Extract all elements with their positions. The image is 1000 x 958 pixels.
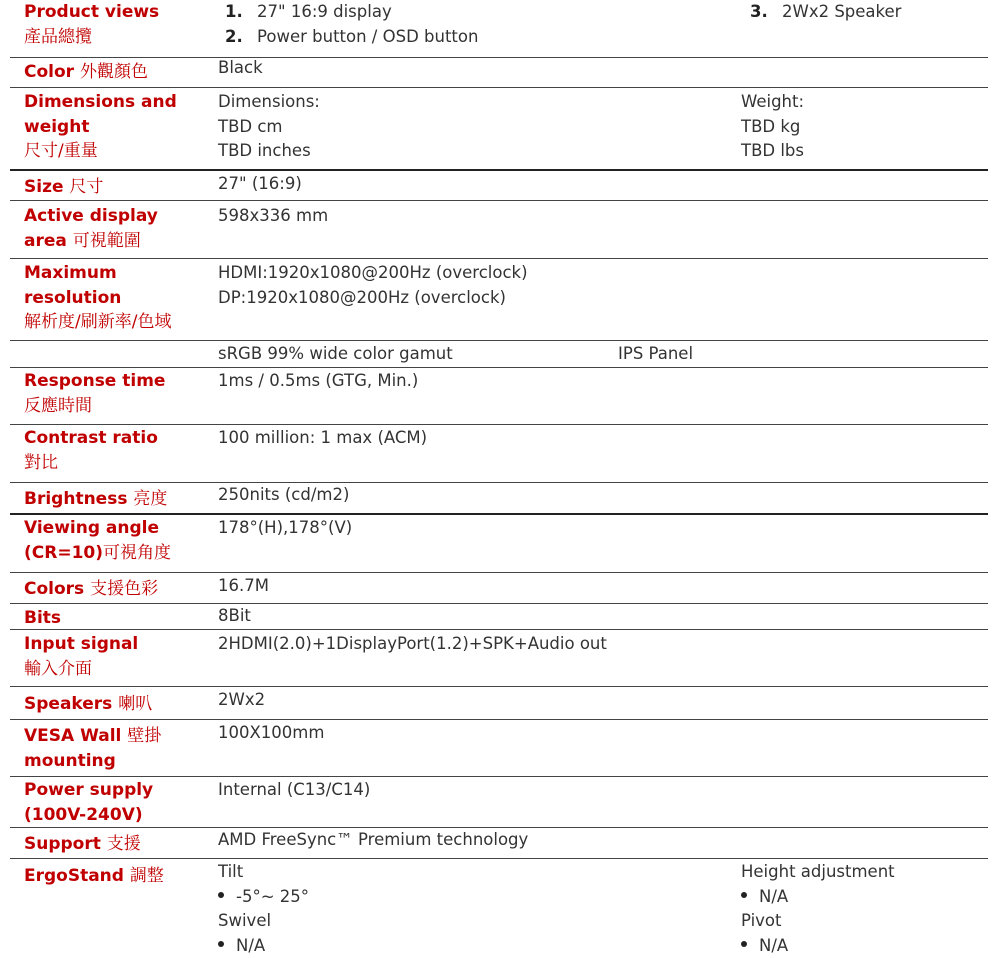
response-time-value: 1ms / 0.5ms (GTG, Min.): [218, 371, 419, 390]
dimensions-label-line2: weight: [24, 116, 90, 137]
height-value-row: [741, 885, 895, 910]
max-resolution-label-cjk: 解析度/刷新率/色域: [24, 312, 172, 332]
power-supply-label-en: Power supply: [24, 780, 154, 800]
color-value: Black: [218, 58, 263, 77]
divider: [10, 719, 988, 720]
viewing-angle-value: 178°(H),178°(V): [218, 518, 353, 537]
color-label-en: Color: [24, 62, 75, 82]
contrast-label-en: Contrast ratio: [24, 428, 158, 448]
tilt-value-row: [218, 885, 309, 910]
product-views-label-en: Product views: [24, 2, 160, 22]
swivel-value: N/A: [236, 935, 266, 955]
ergostand-label-en: ErgoStand: [24, 866, 124, 886]
contrast-label-cjk: 對比: [24, 452, 58, 473]
power-supply-label: [24, 778, 153, 827]
color-label-cjk: 外觀顏色: [79, 62, 148, 82]
support-label-en: Support: [24, 834, 101, 854]
bits-value: 8Bit: [218, 606, 251, 625]
product-view-item-2: [225, 25, 478, 50]
dimensions-label: [24, 90, 177, 164]
support-label-cjk: 支援: [106, 834, 141, 854]
dp-resolution: DP:1920x1080@200Hz (overclock): [218, 287, 506, 307]
tilt-title: Tilt: [218, 862, 244, 881]
size-label-en: Size: [24, 177, 64, 197]
active-area-label: [24, 204, 158, 253]
max-resolution-values: [218, 261, 528, 310]
weight-lbs: TBD lbs: [741, 141, 805, 160]
bullet-icon: [741, 941, 747, 947]
dimensions-cm: TBD cm: [218, 116, 283, 136]
viewing-angle-label-cjk: 可視角度: [103, 542, 172, 563]
pivot-value: N/A: [759, 935, 789, 955]
viewing-angle-label-en: Viewing angle: [24, 518, 160, 538]
ergostand-label: [24, 864, 164, 889]
contrast-label: [24, 426, 158, 475]
vesa-label-en: VESA Wall: [24, 726, 122, 746]
item-number: 3.: [750, 2, 768, 21]
swivel-value-row: [218, 934, 309, 958]
swivel-title: Swivel: [218, 911, 272, 930]
brightness-label-en: Brightness: [24, 489, 128, 509]
divider: [10, 686, 988, 687]
tilt-value: -5°~ 25°: [236, 886, 310, 906]
divider: [10, 572, 988, 573]
response-time-label-cjk: 反應時間: [24, 395, 92, 416]
divider: [10, 57, 988, 58]
size-label: [24, 175, 103, 200]
divider: [10, 482, 988, 483]
hdmi-resolution: HDMI:1920x1080@200Hz (overclock): [218, 263, 528, 282]
bullet-icon: [741, 892, 747, 898]
pivot-title: Pivot: [741, 911, 782, 930]
response-time-label-en: Response time: [24, 371, 166, 391]
weight-kg: TBD kg: [741, 116, 801, 136]
response-time-label: [24, 369, 165, 418]
brightness-label: [24, 487, 167, 512]
divider: [10, 776, 988, 777]
viewing-angle-label-cr: (CR=10): [24, 542, 104, 563]
vesa-value: 100X100mm: [218, 723, 325, 742]
divider: [10, 87, 988, 88]
ergostand-label-cjk: 調整: [129, 866, 164, 886]
active-area-label-line1: Active display: [24, 206, 158, 226]
colors-label-cjk: 支援色彩: [90, 579, 159, 599]
colors-label-en: Colors: [24, 579, 85, 599]
product-view-item-3: [750, 0, 901, 25]
panel-type-value: IPS Panel: [618, 344, 694, 363]
ergostand-height-pivot: [741, 860, 895, 958]
divider: [10, 200, 988, 201]
divider: [10, 603, 988, 604]
brightness-label-cjk: 亮度: [133, 489, 168, 509]
dimensions-values: [218, 90, 320, 164]
input-signal-label-en: Input signal: [24, 634, 139, 654]
bits-label: Bits: [24, 608, 62, 628]
active-area-value: 598x336 mm: [218, 206, 329, 225]
size-label-cjk: 尺寸: [69, 177, 104, 197]
product-views-label-cjk: 產品總攬: [24, 26, 92, 47]
vesa-label: [24, 724, 161, 773]
divider: [10, 513, 988, 515]
colors-value: 16.7M: [218, 576, 269, 595]
input-signal-value: 2HDMI(2.0)+1DisplayPort(1.2)+SPK+Audio out: [218, 634, 607, 653]
brightness-value: 250nits (cd/m2): [218, 485, 350, 504]
item-text: Power button / OSD button: [257, 26, 479, 46]
vesa-label-cjk: 壁掛: [127, 726, 162, 746]
pivot-value-row: [741, 934, 895, 958]
power-supply-value: Internal (C13/C14): [218, 780, 371, 799]
bullet-icon: [218, 892, 224, 898]
viewing-angle-label: [24, 516, 171, 565]
input-signal-label-cjk: 輸入介面: [24, 658, 92, 679]
colors-label: [24, 577, 158, 602]
max-resolution-label-line2: resolution: [24, 287, 122, 308]
contrast-value: 100 million: 1 max (ACM): [218, 428, 428, 447]
speakers-label-en: Speakers: [24, 694, 113, 714]
power-supply-label-voltage: (100V-240V): [24, 804, 143, 825]
divider: [10, 340, 988, 341]
active-area-label-line2: area: [24, 230, 67, 251]
speakers-value: 2Wx2: [218, 690, 266, 709]
divider: [10, 629, 988, 630]
item-number: 2.: [225, 26, 243, 46]
max-resolution-label-line1: Maximum: [24, 263, 117, 283]
speakers-label: [24, 692, 152, 717]
color-gamut-value: sRGB 99% wide color gamut: [218, 344, 453, 363]
input-signal-label: [24, 632, 138, 681]
vesa-label-line2: mounting: [24, 750, 116, 771]
height-adjustment-title: Height adjustment: [741, 862, 895, 881]
height-value: N/A: [759, 886, 789, 906]
support-value: AMD FreeSync™ Premium technology: [218, 830, 529, 849]
weight-title: Weight:: [741, 92, 805, 111]
size-value: 27" (16:9): [218, 174, 302, 193]
max-resolution-label: [24, 261, 171, 335]
product-views-label: [24, 0, 159, 49]
weight-values: [741, 90, 804, 164]
divider: [10, 858, 988, 859]
dimensions-inches: TBD inches: [218, 141, 311, 160]
bullet-icon: [218, 941, 224, 947]
support-label: [24, 832, 141, 857]
color-label: [24, 60, 148, 85]
product-view-item-1: [225, 0, 392, 25]
active-area-label-cjk: 可視範圍: [72, 230, 141, 251]
dimensions-label-cjk: 尺寸/重量: [24, 141, 98, 161]
speakers-label-cjk: 喇叭: [118, 694, 153, 714]
dimensions-label-line1: Dimensions and: [24, 92, 177, 112]
dimensions-title: Dimensions:: [218, 92, 320, 111]
divider: [10, 424, 988, 425]
item-number: 1.: [225, 2, 243, 21]
ergostand-tilt-swivel: [218, 860, 309, 958]
divider: [10, 169, 988, 171]
divider: [10, 258, 988, 259]
divider: [10, 367, 988, 368]
item-text: 27" 16:9 display: [257, 2, 392, 21]
item-text: 2Wx2 Speaker: [782, 2, 902, 21]
